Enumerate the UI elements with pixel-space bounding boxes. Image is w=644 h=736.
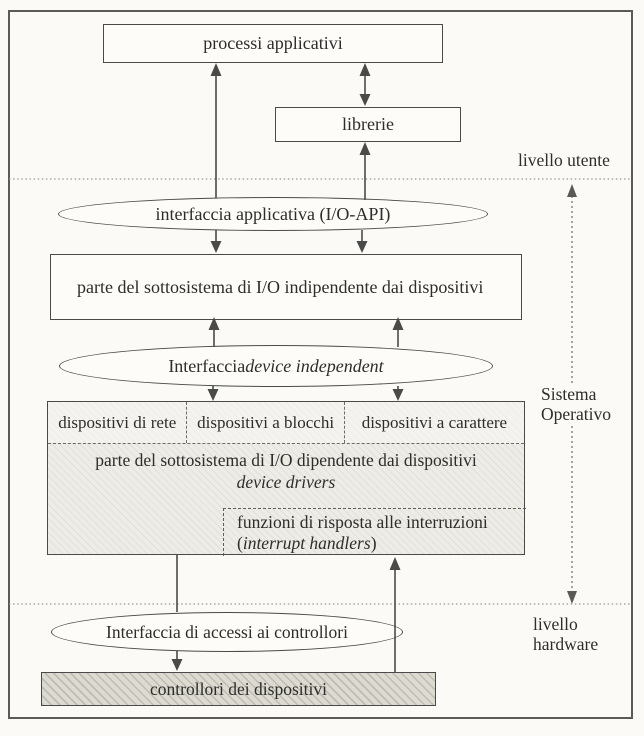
device-dependent-box bbox=[47, 401, 525, 555]
os-label-line1: Sistema bbox=[541, 384, 597, 404]
device-independent-label-italic: device independent bbox=[245, 355, 384, 376]
independent-io-box bbox=[50, 254, 522, 320]
user-level-label: livello utente bbox=[518, 150, 610, 170]
libraries-box bbox=[275, 107, 461, 142]
interrupt-handlers-line2 bbox=[237, 533, 526, 554]
hardware-label-line1: livello bbox=[533, 614, 578, 634]
io-api-ellipse bbox=[58, 197, 488, 231]
libraries-label: librerie bbox=[342, 114, 394, 135]
hardware-level-label bbox=[531, 614, 600, 654]
network-devices-cell: dispositivi di rete bbox=[48, 402, 187, 443]
os-label-line2: Operativo bbox=[541, 404, 611, 424]
device-independent-label-prefix: Interfaccia bbox=[168, 355, 246, 376]
os-label bbox=[539, 384, 613, 424]
application-processes-label: processi applicativi bbox=[203, 33, 343, 54]
device-controllers-label: controllori dei dispositivi bbox=[150, 678, 327, 699]
device-drivers-label: device drivers bbox=[236, 472, 336, 492]
device-class-row bbox=[48, 402, 524, 444]
character-devices-cell: dispositivi a carattere bbox=[345, 402, 524, 443]
interrupt-handlers-box bbox=[223, 508, 526, 556]
open-paren: ( bbox=[237, 533, 243, 553]
close-paren: ) bbox=[370, 533, 377, 553]
device-controllers-box bbox=[41, 672, 436, 706]
interrupt-handlers-italic: interrupt handlers bbox=[242, 533, 371, 553]
device-independent-ellipse bbox=[59, 345, 493, 387]
interrupt-handlers-line1: funzioni di risposta alle interruzioni bbox=[237, 512, 488, 532]
independent-io-label: parte del sottosistema di I/O indipendente dai dispositivi bbox=[77, 276, 484, 297]
controller-access-ellipse bbox=[51, 612, 403, 652]
dependent-io-line1: parte del sottosistema di I/O dipendente dai dispositivi bbox=[95, 450, 477, 470]
io-api-label: interfaccia applicativa (I/O-API) bbox=[155, 203, 391, 224]
block-devices-cell: dispositivi a blocchi bbox=[187, 402, 344, 443]
dependent-io-title bbox=[48, 450, 524, 493]
application-processes-box bbox=[103, 24, 443, 63]
hardware-label-line2: hardware bbox=[533, 634, 599, 654]
controller-access-label: Interfaccia di accessi ai controllori bbox=[106, 621, 348, 642]
